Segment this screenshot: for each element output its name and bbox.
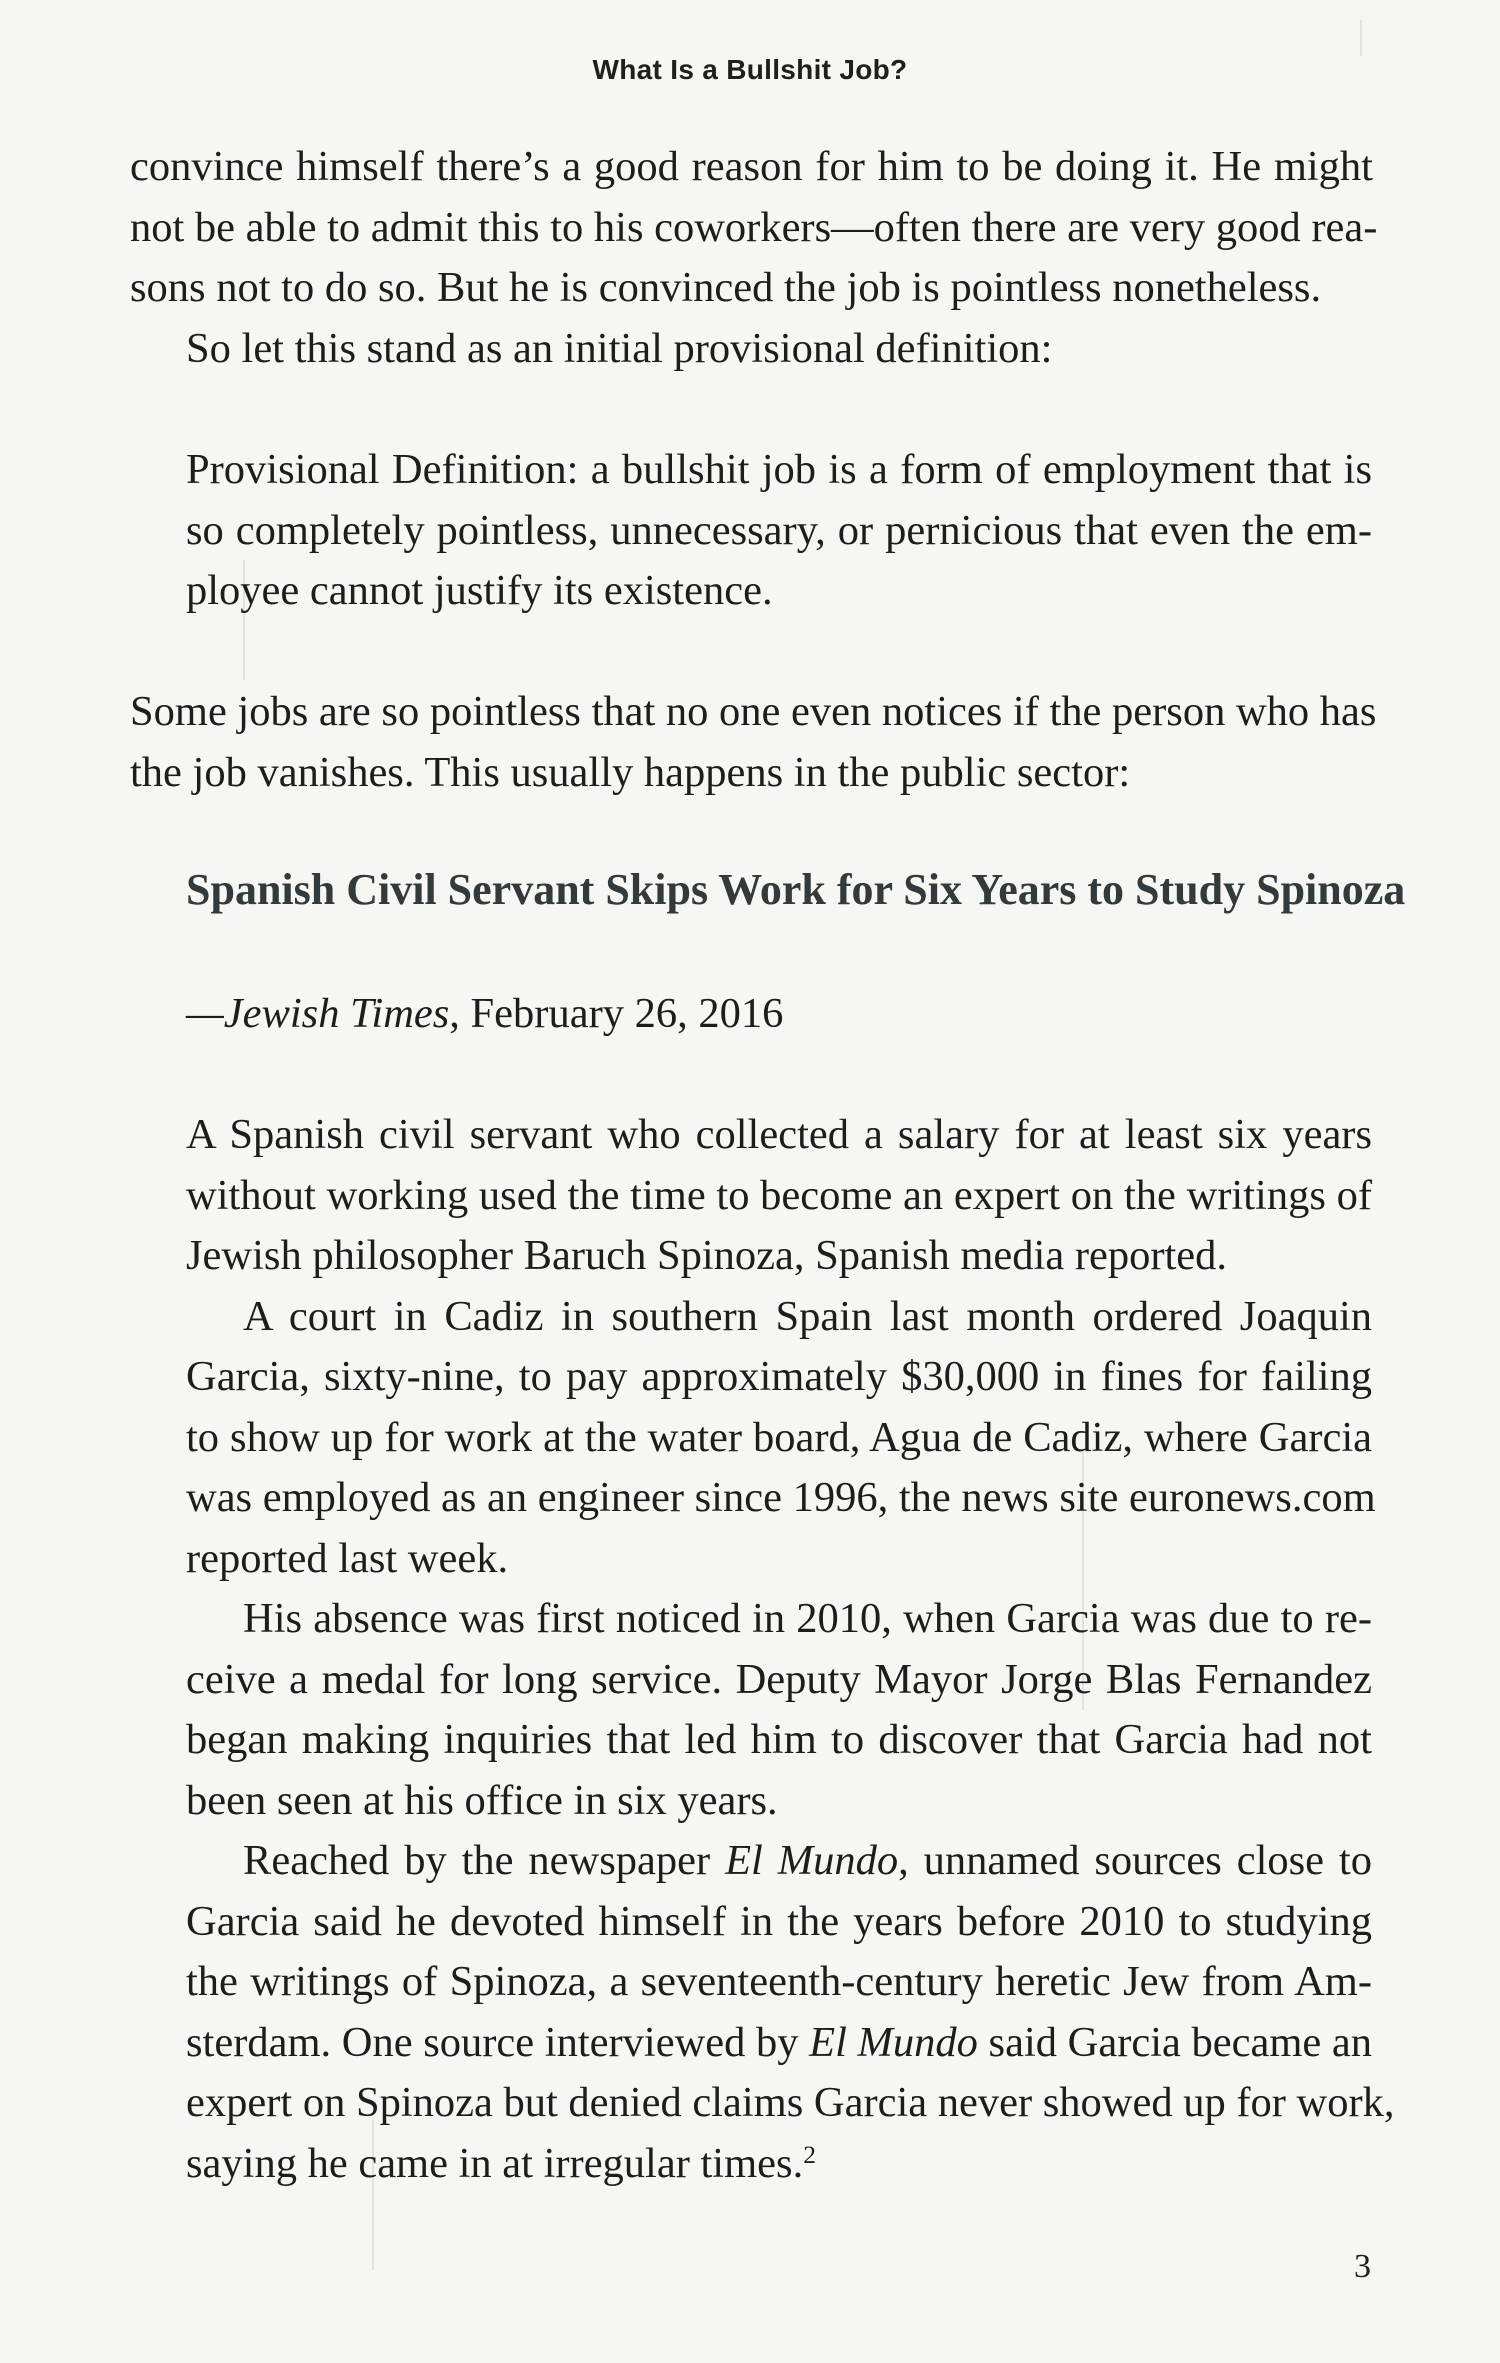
text-line: Some jobs are so pointless that no one even notices if the person who has	[130, 688, 1377, 735]
text-line: to show up for work at the water board, Agua de Cadiz, where Garcia	[186, 1414, 1372, 1461]
text-line: His absence was first noticed in 2010, when Garcia was due to re-	[243, 1595, 1372, 1642]
text-line	[243, 1837, 1372, 1884]
text-line: Jewish philosopher Baruch Spinoza, Spanish media reported.	[186, 1232, 1228, 1279]
text-line: been seen at his office in six years.	[186, 1777, 778, 1824]
newspaper-name: El Mundo	[809, 2019, 978, 2066]
scan-artifact	[1360, 20, 1362, 56]
text-run: saying he came in at irregular times.	[186, 2140, 804, 2187]
source-date: , February 26, 2016	[449, 990, 784, 1037]
text-line: expert on Spinoza but denied claims Garcia never showed up for work,	[186, 2079, 1395, 2126]
text-line: Provisional Definition: a bullshit job is a form of employment that is	[186, 446, 1372, 493]
text-line: ceive a medal for long service. Deputy Mayor Jorge Blas Fernandez	[186, 1656, 1372, 1703]
newspaper-name: El Mundo	[725, 1837, 899, 1884]
text-line: the writings of Spinoza, a seventeenth-century heretic Jew from Am-	[186, 1958, 1372, 2005]
source-publication: Jewish Times	[223, 990, 450, 1037]
article-headline: Spanish Civil Servant Skips Work for Six Years to Study Spinoza	[186, 865, 1406, 914]
text-line: began making inquiries that led him to discover that Garcia had not	[186, 1716, 1372, 1763]
text-line: not be able to admit this to his coworkers—often there are very good rea-	[130, 204, 1378, 251]
text-run: Reached by the newspaper	[243, 1837, 726, 1884]
text-line	[186, 2019, 1373, 2066]
text-line: reported last week.	[186, 1535, 509, 1582]
text-line: A court in Cadiz in southern Spain last month ordered Joaquin	[243, 1293, 1372, 1340]
text-line: Garcia, sixty-nine, to pay approximately $30,000 in fines for failing	[186, 1353, 1372, 1400]
article-source	[186, 990, 784, 1037]
running-head: What Is a Bullshit Job?	[592, 54, 908, 85]
text-run: said Garcia became an	[977, 2019, 1373, 2066]
text-run: sterdam. One source interviewed by	[186, 2019, 810, 2066]
text-line: Garcia said he devoted himself in the years before 2010 to studying	[186, 1898, 1372, 1945]
text-line: ployee cannot justify its existence.	[186, 567, 773, 614]
text-line: was employed as an engineer since 1996, the news site euronews.com	[186, 1474, 1376, 1521]
page-number: 3	[1354, 2248, 1371, 2285]
source-dash: —	[186, 990, 224, 1037]
text-run: , unnamed sources close to	[898, 1837, 1372, 1884]
text-line: without working used the time to become an expert on the writings of	[186, 1172, 1372, 1219]
text-line: convince himself there’s a good reason for him to be doing it. He might	[130, 143, 1373, 190]
text-line: A Spanish civil servant who collected a salary for at least six years	[186, 1111, 1372, 1158]
text-line: so completely pointless, unnecessary, or pernicious that even the em-	[186, 507, 1372, 554]
footnote-marker[interactable]: 2	[803, 2139, 816, 2169]
text-line	[186, 2139, 816, 2187]
text-line: sons not to do so. But he is convinced the job is pointless nonetheless.	[130, 264, 1322, 311]
text-line: the job vanishes. This usually happens in the public sector:	[130, 749, 1131, 796]
text-line: So let this stand as an initial provisional definition:	[186, 325, 1053, 372]
